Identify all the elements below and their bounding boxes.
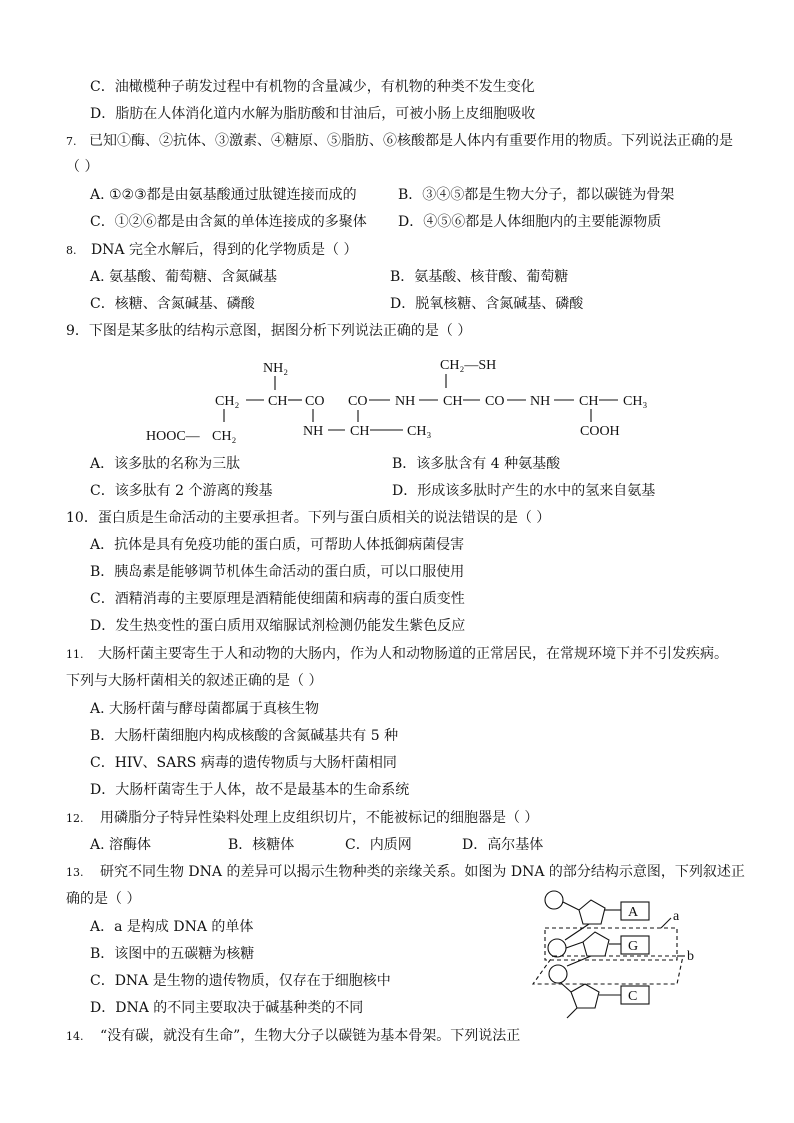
q14-stem <box>66 1027 520 1046</box>
q9-option-a: A．该多肽的名称为三肽 <box>90 456 241 472</box>
q11-stem-text: 大肠杆菌主要寄生于人和动物的大肠内，作为人和动物肠道的正常居民，在常规环境下并不引发疾病。 <box>97 646 728 662</box>
co-label-1: CO <box>305 394 325 409</box>
q7-option-b: B．③④⑤都是生物大分子，都以碳链为骨架 <box>398 187 675 203</box>
q11-option-b: B．大肠杆菌细胞内构成核酸的含氮碱基共有 5 种 <box>90 728 399 744</box>
q12-option-c: C．内质网 <box>345 837 412 853</box>
ch3-label-2: CH₃ <box>407 424 432 439</box>
q13-option-b: B．该图中的五碳糖为核糖 <box>90 946 255 962</box>
q12-stem-text: 用磷脂分子特异性染料处理上皮组织切片，不能被标记的细胞器是（ ） <box>99 810 539 826</box>
q8-option-b: B．氨基酸、核苷酸、葡萄糖 <box>390 269 569 285</box>
nh-label-3: NH <box>303 424 324 439</box>
ch-label-2: CH <box>443 394 463 409</box>
q6-option-d: D．脂肪在人体消化道内水解为脂肪酸和甘油后，可被小肠上皮细胞吸收 <box>90 106 536 122</box>
q13-stem <box>66 863 745 882</box>
q12-number: 12. <box>66 812 84 825</box>
co-label-3: CO <box>485 394 505 409</box>
base-label-c: C <box>628 989 638 1004</box>
base-label-a: A <box>628 905 639 920</box>
q7-paren: （ ） <box>66 159 99 175</box>
q13-option-c: C．DNA 是生物的遗传物质，仅存在于细胞核中 <box>90 973 391 989</box>
co-label-2: CO <box>348 394 368 409</box>
q9-option-d: D．形成该多肽时产生的水中的氢来自氨基 <box>392 483 656 499</box>
q11-option-a: A. 大肠杆菌与酵母菌都属于真核生物 <box>90 701 320 717</box>
phosphate-circle-1 <box>545 891 563 909</box>
q13-option-a: A．a 是构成 DNA 的单体 <box>90 919 254 935</box>
ch2-label-1: CH₂ <box>215 394 240 409</box>
q7-option-d: D．④⑤⑥都是人体细胞内的主要能源物质 <box>398 214 662 230</box>
q14-number: 14. <box>66 1030 84 1043</box>
nh-label-2: NH <box>530 394 551 409</box>
pentose-sugar-1 <box>579 900 605 924</box>
q7-option-a: A. ①②③都是由氨基酸通过肽键连接而成的 <box>90 187 357 203</box>
ch2-sh-label: CH₂—SH <box>440 358 497 373</box>
pentose-sugar-2 <box>583 932 609 956</box>
ch-label-3: CH <box>579 394 599 409</box>
pentose-sugar-3 <box>571 984 599 1008</box>
q13-option-d: D．DNA 的不同主要取决于碱基种类的不同 <box>90 1000 364 1016</box>
q7-stem-text: 已知①酶、②抗体、③激素、④糖原、⑤脂肪、⑥核酸都是人体内有重要作用的物质。下列说法正确的是 <box>88 133 733 149</box>
q7-stem <box>66 132 733 151</box>
q13-number: 13. <box>66 866 84 879</box>
q9-stem: 9．下图是某多肽的结构示意图，据图分析下列说法正确的是（ ） <box>66 323 472 339</box>
q11-stem <box>66 645 728 664</box>
q10-option-b: B．胰岛素是能够调节机体生命活动的蛋白质，可以口服使用 <box>90 564 465 580</box>
ch-label-4: CH <box>350 424 370 439</box>
q7-option-c: C．①②⑥都是由含氮的单体连接成的多聚体 <box>90 214 367 230</box>
q6-option-c: C．油橄榄种子萌发过程中有机物的含量减少，有机物的种类不发生变化 <box>90 79 535 95</box>
phosphate-circle-2 <box>548 939 566 957</box>
base-label-g: G <box>628 939 639 954</box>
q12-option-d: D．高尔基体 <box>462 837 544 853</box>
ch2-label-2: CH₂ <box>212 429 237 444</box>
nh-label-1: NH <box>395 394 416 409</box>
q10-option-c: C．酒精消毒的主要原理是酒精能使细菌和病毒的蛋白质变性 <box>90 591 465 607</box>
q11-stem-line2: 下列与大肠杆菌相关的叙述正确的是（ ） <box>66 673 323 689</box>
cooh-label: COOH <box>580 424 620 439</box>
q14-stem-text: “没有碳，就没有生命”，生物大分子以碳链为基本骨架。下列说法正 <box>99 1028 521 1044</box>
q10-stem: 10．蛋白质是生命活动的主要承担者。下列与蛋白质相关的说法错误的是（ ） <box>66 510 551 526</box>
label-b: b <box>687 949 694 964</box>
q8-number: 8. <box>66 244 77 257</box>
q12-option-a: A. 溶酶体 <box>90 837 152 853</box>
q8-option-a: A. 氨基酸、葡萄糖、含氮碱基 <box>90 269 278 285</box>
ch3-label-1: CH₃ <box>623 394 648 409</box>
dna-structure-diagram <box>525 884 705 1026</box>
q11-number: 11. <box>66 648 84 661</box>
q13-stem-line2: 确的是（ ） <box>66 891 141 907</box>
amino-group-label: NH₂ <box>263 361 289 376</box>
polypeptide-structure-diagram <box>140 352 670 448</box>
ch-label-1: CH <box>268 394 288 409</box>
q11-option-c: C．HIV、SARS 病毒的遗传物质与大肠杆菌相同 <box>90 755 397 771</box>
q13-stem-text: 研究不同生物 DNA 的差异可以揭示生物种类的亲缘关系。如图为 DNA 的部分结构示意图，下列叙述正 <box>99 864 745 880</box>
q10-option-d: D．发生热变性的蛋白质用双缩脲试剂检测仍能发生紫色反应 <box>90 618 466 634</box>
q8-stem-text: DNA 完全水解后，得到的化学物质是（ ） <box>90 242 358 258</box>
phosphate-circle-3 <box>549 965 567 983</box>
label-a: a <box>673 909 680 924</box>
q9-option-b: B．该多肽含有 4 种氨基酸 <box>392 456 561 472</box>
q8-stem <box>66 241 357 260</box>
q12-stem <box>66 809 538 828</box>
q11-option-d: D．大肠杆菌寄生于人体，故不是最基本的生命系统 <box>90 782 410 798</box>
hooc-label: HOOC— <box>146 429 200 444</box>
q8-option-d: D．脱氧核糖、含氮碱基、磷酸 <box>390 296 584 312</box>
q8-option-c: C．核糖、含氮碱基、磷酸 <box>90 296 255 312</box>
q10-option-a: A．抗体是具有免疫功能的蛋白质，可帮助人体抵御病菌侵害 <box>90 537 465 553</box>
q7-number: 7. <box>66 135 77 148</box>
q12-option-b: B．核糖体 <box>228 837 295 853</box>
q9-option-c: C．该多肽有 2 个游离的羧基 <box>90 483 273 499</box>
